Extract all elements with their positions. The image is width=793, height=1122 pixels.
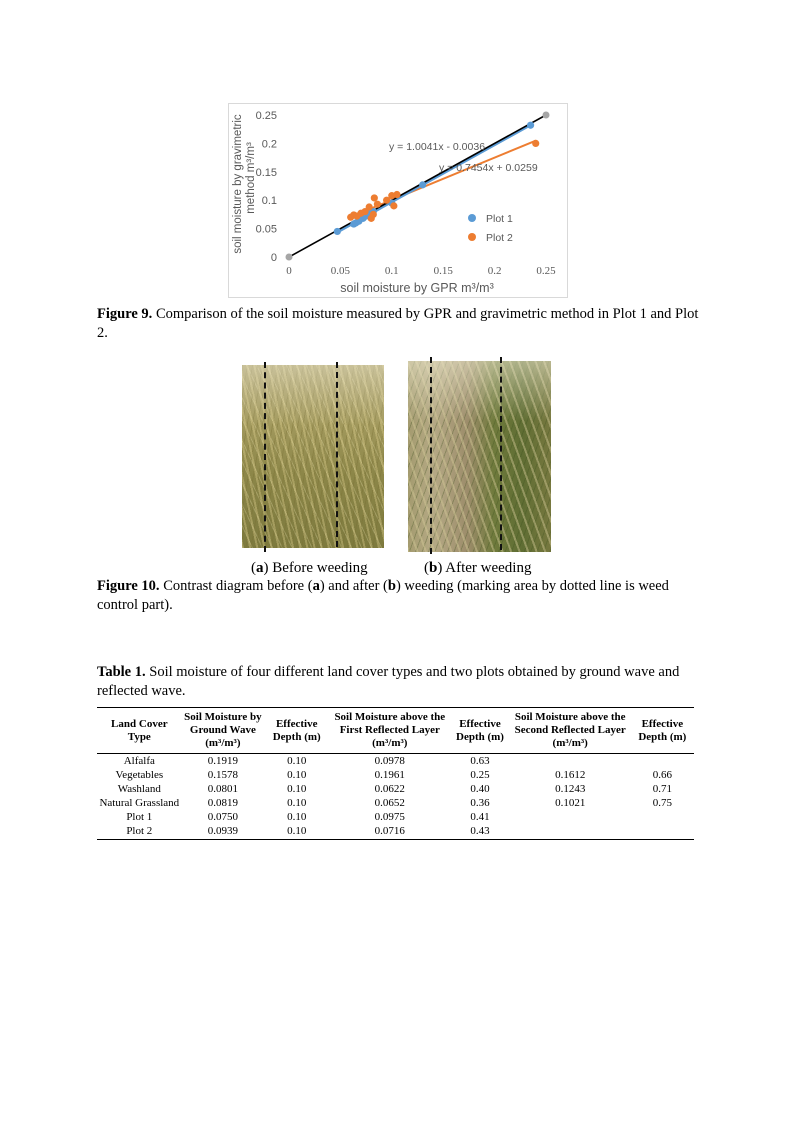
- legend-marker-plot1: [468, 214, 476, 222]
- table-cell: 0.1021: [555, 796, 586, 809]
- table-row: [97, 754, 694, 769]
- weed-control-boundary-right-a: [336, 362, 338, 547]
- y-axis-label-line1: soil moisture by gravimetric: [232, 114, 244, 254]
- figure-9-chart: [228, 103, 568, 298]
- x-axis-label: soil moisture by GPR m³/m³: [340, 281, 494, 295]
- table-cell: 0.0622: [374, 782, 405, 795]
- table-cell: Vegetables: [115, 768, 164, 781]
- table-1-caption: [97, 663, 701, 701]
- table-cell: 0.1578: [207, 768, 238, 781]
- weed-control-boundary-left-b: [430, 357, 432, 554]
- table-cell: [510, 810, 631, 824]
- table-cell: 0.75: [652, 796, 672, 809]
- table-cell: 0.0978: [374, 754, 405, 767]
- table-cell: 0.36: [470, 796, 490, 809]
- table-cell: 0.43: [450, 824, 509, 840]
- table-cell: 0.71: [652, 782, 672, 795]
- table-1-caption-text: Soil moisture of four different land cover types and two plots obtained by ground wave and reflected wave.: [97, 664, 680, 699]
- table-row: [97, 810, 694, 824]
- figure-10-caption: Figure 10. Contrast diagram before (a) and after (b) weeding (marking area by dotted line is weed control part).: [97, 578, 669, 613]
- trend-label-plot2: y = 0.7454x + 0.0259: [439, 162, 538, 174]
- table-cell: 0.1612: [555, 768, 586, 781]
- table-cell: 0.0716: [329, 824, 450, 840]
- col-depth-2: Effective Depth (m): [450, 708, 509, 754]
- table-cell: 0.10: [287, 754, 307, 767]
- x-tick-label: 0.25: [536, 265, 556, 277]
- x-tick-label: 0.1: [384, 265, 399, 277]
- weed-control-boundary-left-a: [264, 362, 266, 552]
- figure-10-caption-label: Figure 10.: [97, 578, 160, 594]
- col-first-reflected: Soil Moisture above the First Reflected Layer (m³/m³): [329, 708, 450, 754]
- table-cell: 0.25: [470, 768, 490, 781]
- subfigure-a-label: (a) Before weeding: [251, 560, 368, 576]
- data-point-plot1: [334, 228, 341, 235]
- data-point-plot1: [419, 181, 426, 188]
- table-cell: [510, 824, 631, 840]
- table-cell: Alfalfa: [123, 754, 155, 767]
- y-tick-label: 0.2: [261, 138, 277, 151]
- y-tick-label: 0.15: [255, 166, 277, 179]
- table-cell: 0.40: [470, 782, 490, 795]
- data-point-plot2: [374, 201, 381, 208]
- data-point-plot2: [370, 211, 377, 218]
- table-cell: 0.1243: [555, 782, 586, 795]
- table-cell: 0.0939: [182, 824, 265, 840]
- subfigure-b-label: (b) After weeding: [424, 560, 532, 576]
- y-tick-label: 0.25: [255, 110, 277, 122]
- table-cell: 0.0819: [207, 796, 238, 809]
- col-depth-1: Effective Depth (m): [264, 708, 329, 754]
- table-row: [97, 796, 694, 810]
- chart-svg: [229, 104, 567, 297]
- table-cell: 0.1919: [207, 754, 238, 767]
- col-second-reflected: Soil Moisture above the Second Reflected Layer (m³/m³): [510, 708, 631, 754]
- table-cell: Plot 2: [97, 824, 182, 840]
- soil-moisture-table: [97, 707, 694, 840]
- data-point-plot2: [390, 202, 397, 209]
- table-cell: 0.41: [470, 810, 490, 823]
- table-cell: Washland: [117, 782, 161, 795]
- table-cell: 0.0801: [207, 782, 238, 795]
- col-ground-wave: Soil Moisture by Ground Wave (m³/m³): [182, 708, 265, 754]
- table-cell: Natural Grassland: [99, 796, 180, 809]
- figure-9-caption-text: Comparison of the soil moisture measured by GPR and gravimetric method in Plot 1 and Plot 2.: [97, 306, 699, 341]
- x-tick-label: 0.05: [330, 265, 351, 277]
- data-point-plot2: [371, 194, 378, 201]
- table-cell: 0.63: [470, 754, 490, 767]
- table-row: [97, 824, 694, 840]
- data-point-plot2: [532, 140, 539, 147]
- table-cell: 0.66: [652, 768, 672, 781]
- y-tick-label: 0.05: [255, 223, 277, 236]
- table-cell: 0.0750: [207, 810, 238, 823]
- legend-label-plot1: Plot 1: [486, 213, 513, 225]
- y-axis-label-line2: method m³/m³: [245, 142, 257, 214]
- table-cell: [631, 754, 694, 769]
- table-1-caption-label: Table 1.: [97, 664, 146, 680]
- table-row: [97, 768, 694, 782]
- legend-marker-plot2: [468, 233, 476, 241]
- figure-9-caption-label: Figure 9.: [97, 306, 153, 322]
- table-cell: 0.10: [264, 824, 329, 840]
- x-tick-label: 0.2: [487, 265, 502, 277]
- legend-label-plot2: Plot 2: [486, 232, 513, 244]
- table-cell: 0.10: [287, 810, 307, 823]
- x-tick-label: 0.15: [433, 265, 453, 277]
- col-depth-3: Effective Depth (m): [631, 708, 694, 754]
- reference-endpoint: [543, 112, 550, 119]
- table-cell: 0.10: [287, 796, 307, 809]
- table-cell: 0.0652: [374, 796, 405, 809]
- table-cell: [631, 810, 694, 824]
- weed-control-boundary-right-b: [500, 357, 502, 550]
- table-row: [97, 782, 694, 796]
- data-point-plot1: [527, 122, 534, 129]
- figure-9-caption: [97, 305, 701, 343]
- table-cell: [631, 824, 694, 840]
- data-point-plot2: [366, 203, 373, 210]
- table-cell: 0.0975: [374, 810, 405, 823]
- table-cell: 0.1961: [374, 768, 405, 781]
- reference-endpoint: [286, 254, 293, 261]
- table-cell: 0.10: [287, 782, 307, 795]
- trend-label-plot1: y = 1.0041x - 0.0036: [389, 141, 486, 153]
- table-cell: [510, 754, 631, 769]
- y-tick-label: 0: [270, 252, 277, 264]
- table-cell: Plot 1: [126, 810, 153, 823]
- data-point-plot2: [393, 191, 400, 198]
- table-header-row: [97, 708, 694, 754]
- col-land-cover-type: Land Cover Type: [97, 708, 182, 754]
- table-cell: 0.10: [287, 768, 307, 781]
- x-tick-label: 0: [286, 265, 292, 277]
- y-tick-label: 0.1: [261, 195, 277, 208]
